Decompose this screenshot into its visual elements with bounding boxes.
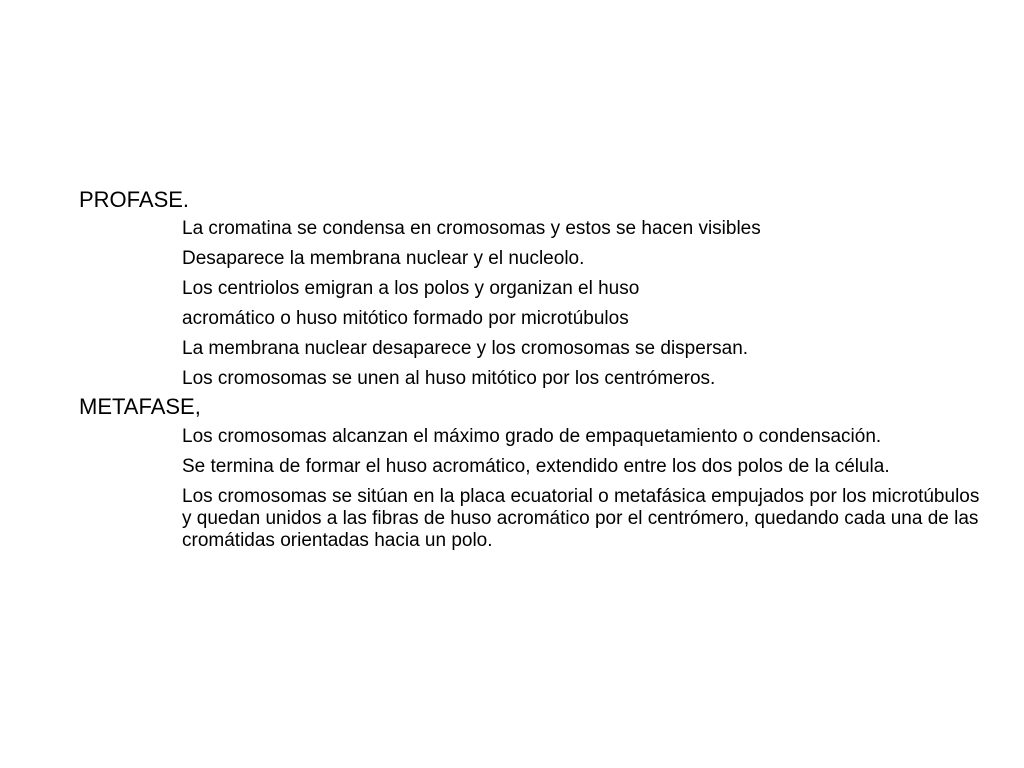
section-metafase [79,392,999,552]
section-profase [79,185,999,390]
list-item: Los cromosomas se sitúan en la placa ecuatorial o metafásica empujados por los microtúbulos y quedan unidos a las fibras de huso acromático por el centrómero, quedando cada una de las cromátidas orientadas hacia un polo. [182,486,980,551]
section-title-profase: PROFASE. [79,187,190,212]
list-item: acromático o huso mitótico formado por microtúbulos [182,308,629,329]
list-item: Se termina de formar el huso acromático, extendido entre los dos polos de la célula. [182,456,890,477]
slide-content [79,185,999,560]
list-item: Los cromosomas se unen al huso mitótico por los centrómeros. [182,368,716,389]
metafase-item-list [79,426,999,552]
list-item: Los centriolos emigran a los polos y organizan el huso [182,278,640,299]
profase-item-list [79,218,999,390]
list-item: Desaparece la membrana nuclear y el nucleolo. [182,248,585,269]
list-item: La cromatina se condensa en cromosomas y estos se hacen visibles [182,218,761,239]
list-item: La membrana nuclear desaparece y los cromosomas se dispersan. [182,338,749,359]
list-item: Los cromosomas alcanzan el máximo grado de empaquetamiento o condensación. [182,426,882,447]
section-title-metafase: METAFASE, [79,394,201,419]
